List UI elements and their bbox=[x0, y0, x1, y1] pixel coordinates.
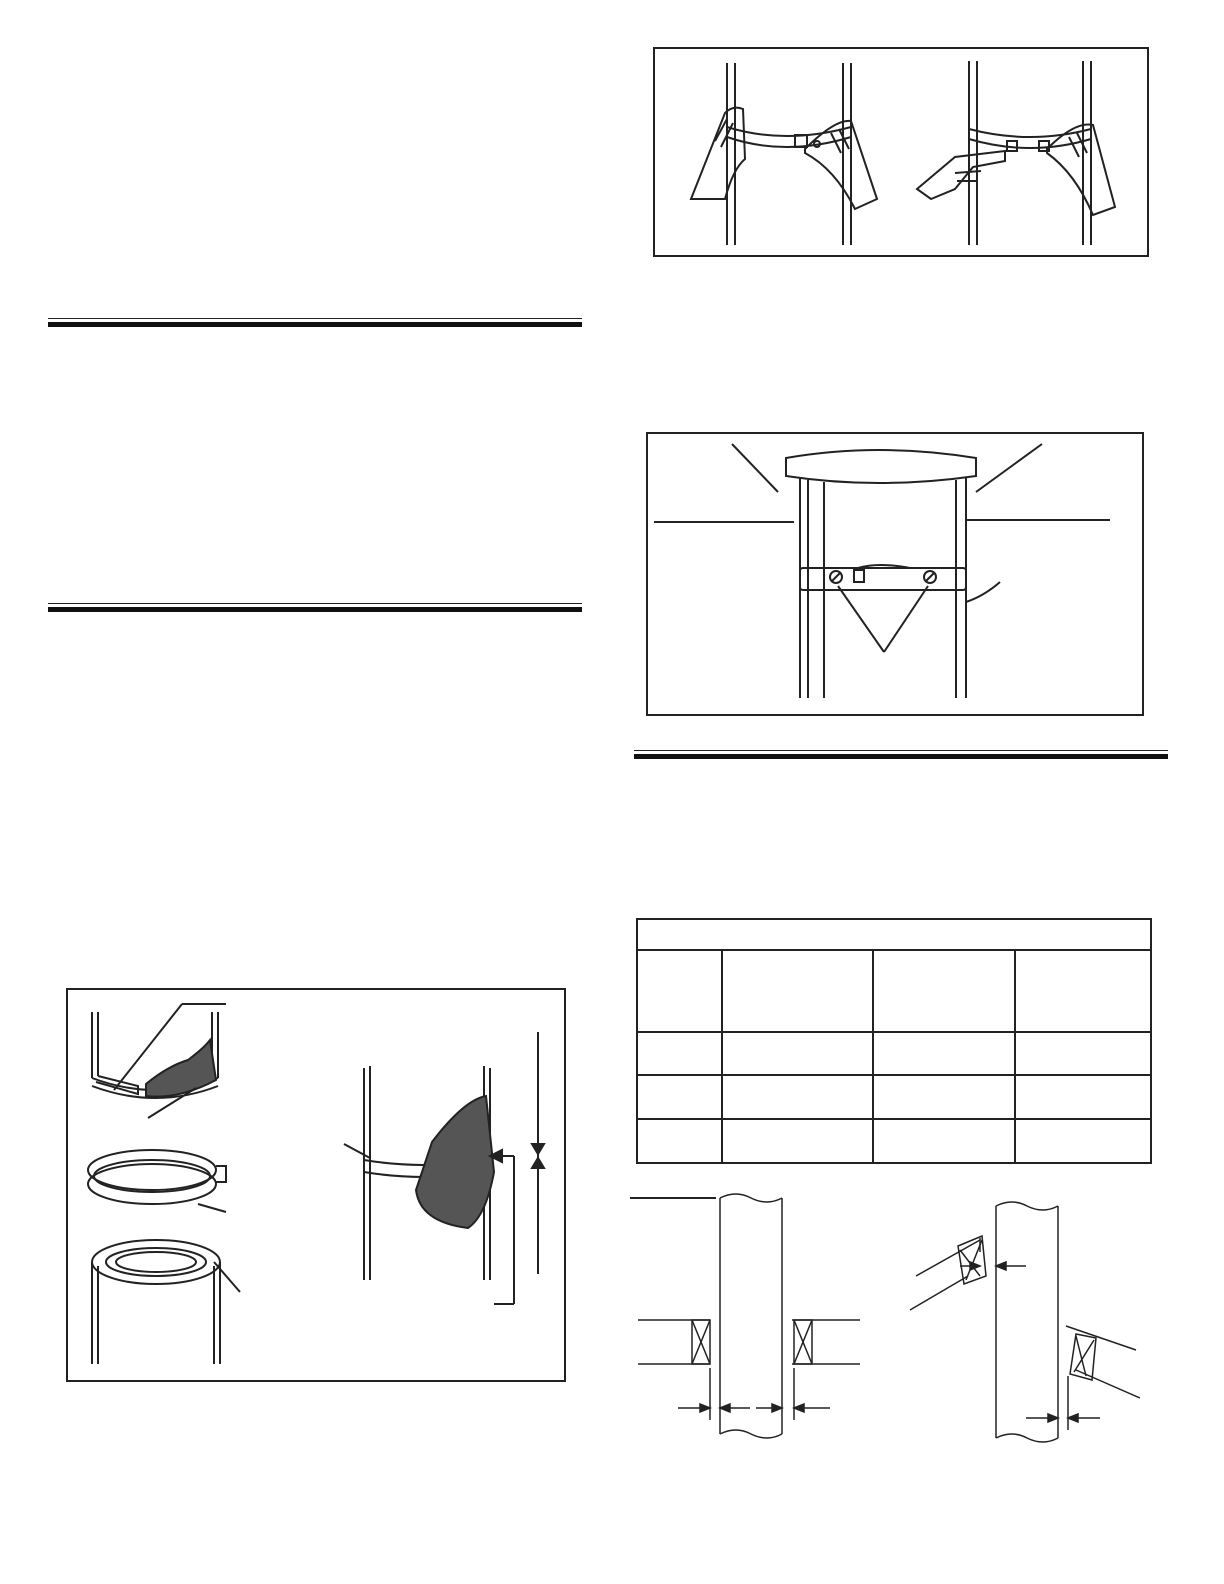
figure-joint-assembly bbox=[66, 988, 566, 1382]
section-divider-2 bbox=[48, 603, 582, 613]
table-cell bbox=[722, 1032, 873, 1075]
table-header bbox=[1015, 950, 1151, 1032]
table-row bbox=[637, 1119, 1151, 1163]
pipe-joint-and-locking-band-icon bbox=[68, 990, 568, 1384]
table-cell bbox=[873, 1032, 1015, 1075]
table-row bbox=[637, 1032, 1151, 1075]
table-header bbox=[637, 950, 722, 1032]
table-cell bbox=[1015, 1032, 1151, 1075]
table-row bbox=[637, 1075, 1151, 1119]
table-cell bbox=[722, 1119, 873, 1163]
table-cell bbox=[1015, 1119, 1151, 1163]
section-divider-3 bbox=[634, 750, 1168, 760]
table-cell bbox=[637, 1119, 722, 1163]
table-cell bbox=[722, 1075, 873, 1119]
table-cell bbox=[637, 1075, 722, 1119]
table-header bbox=[722, 950, 873, 1032]
pipe-clearance-diagram-icon bbox=[630, 1190, 1190, 1460]
hands-tightening-band-clamp-icon bbox=[655, 49, 1151, 259]
figure-hand-tightening bbox=[653, 47, 1149, 257]
table-header bbox=[873, 950, 1015, 1032]
figure-ceiling-band bbox=[646, 432, 1144, 716]
clearance-table bbox=[636, 918, 1152, 1164]
table-cell bbox=[1015, 1075, 1151, 1119]
section-divider-1 bbox=[48, 318, 582, 328]
table-cell bbox=[873, 1119, 1015, 1163]
pipe-band-at-ceiling-icon bbox=[648, 434, 1146, 718]
table-title bbox=[637, 919, 1151, 950]
table-cell bbox=[873, 1075, 1015, 1119]
table-cell bbox=[637, 1032, 722, 1075]
